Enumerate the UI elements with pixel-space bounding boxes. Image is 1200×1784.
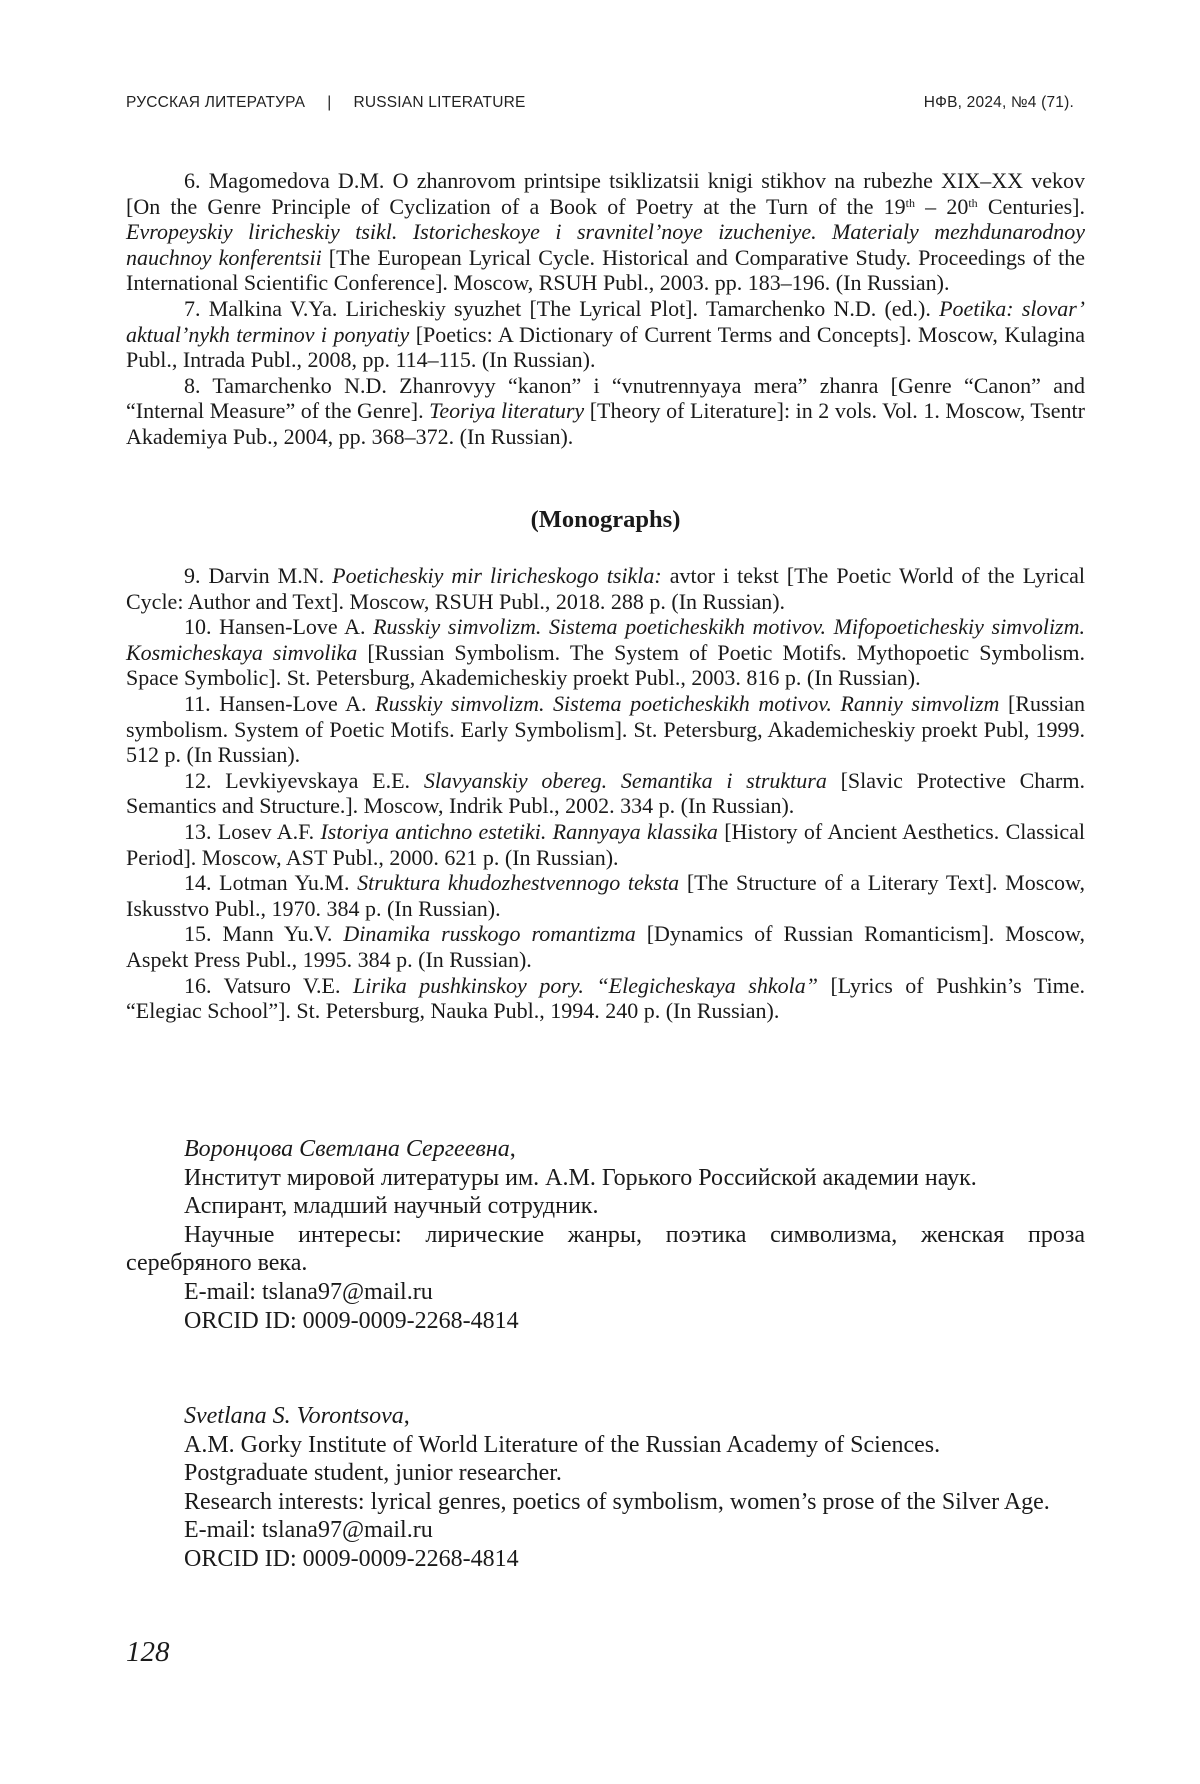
author-interests: Научные интересы: лирические жанры, поэтика символизма, женская проза серебряного века.: [126, 1221, 1085, 1277]
author-email: E-mail: tslana97@mail.ru: [184, 1517, 433, 1544]
author-orcid: ORCID ID: 0009-0009-2268-4814: [184, 1307, 519, 1334]
monographs-heading: (Monographs): [530, 506, 681, 533]
monograph-item: 13. Losev A.F. Istoriya antichno estetiki. Rannyaya klassika [History of Ancient Aesthetics. Classical Period]. Moscow, AST Publ., 2000. 621 p. (In Russian).: [126, 818, 1086, 870]
issue-info: НФВ, 2024, №4 (71).: [923, 94, 1074, 111]
author-position: Аспирант, младший научный сотрудник.: [184, 1193, 599, 1220]
author-name: Svetlana S. Vorontsova,: [184, 1403, 410, 1429]
journal-section: [126, 94, 526, 112]
page-number: 128: [126, 1636, 170, 1668]
author-affiliation: Институт мировой литературы им. А.М. Горького Российской академии наук.: [184, 1164, 977, 1191]
reference-item: 8. Tamarchenko N.D. Zhanrovyy “kanon” i “vnutrennyaya mera” zhanra [Genre “Canon” and “Internal Measure” of the Genre]. Teoriya literatury [Theory of Literature]: in 2 vols. Vol. 1. Moscow, Tsentr Akademiya Pub., 2004, pp. 368–372. (In Russian).: [126, 372, 1085, 449]
section-title-ru: РУССКАЯ ЛИТЕРАТУРА: [126, 94, 306, 111]
monograph-item: 10. Hansen-Love A. Russkiy simvolizm. Sistema poeticheskikh motivov. Mifopoeticheskiy simvolizm. Kosmicheskaya simvolika [Russian Symbolism. The System of Poetic Motifs. Mythopoetic Symbolism. Space Symbolic]. St. Petersburg, Akademicheskiy proekt Publ., 2003. 816 p. (In Russian).: [126, 614, 1086, 691]
header-separator: |: [327, 94, 332, 111]
running-header: [126, 94, 1074, 116]
monograph-item: 15. Mann Yu.V. Dinamika russkogo romantizma [Dynamics of Russian Romanticism]. Moscow, Aspekt Press Publ., 1995. 384 p. (In Russian).: [126, 921, 1086, 972]
monograph-item: 11. Hansen-Love A. Russkiy simvolizm. Sistema poeticheskikh motivov. Ranniy simvolizm [Russian symbolism. System of Poetic Motifs. Early Symbolism]. St. Petersburg, Akademicheskiy proekt Publ, 1999. 512 p. (In Russian).: [126, 690, 1085, 768]
monograph-item: 9. Darvin M.N. Poeticheskiy mir liricheskogo tsikla: avtor i tekst [The Poetic World of the Lyrical Cycle: Author and Text]. Moscow, RSUH Publ., 2018. 288 p. (In Russian).: [126, 563, 1086, 614]
author-orcid: ORCID ID: 0009-0009-2268-4814: [184, 1545, 519, 1572]
monographs-list: [126, 563, 1085, 1024]
author-position: Postgraduate student, junior researcher.: [184, 1460, 562, 1487]
author-email: E-mail: tslana97@mail.ru: [184, 1278, 433, 1305]
author-affiliation: A.M. Gorky Institute of World Literature of the Russian Academy of Sciences.: [184, 1431, 941, 1458]
monograph-item: 14. Lotman Yu.M. Struktura khudozhestvennogo teksta [The Structure of a Literary Text]. Moscow, Iskusstvo Publ., 1970. 384 p. (In Russian).: [126, 870, 1085, 921]
author-interests: Research interests: lyrical genres, poetics of symbolism, women’s prose of the Silver Age.: [184, 1488, 1050, 1515]
reference-item: 6. Magomedova D.M. O zhanrovom printsipe tsiklizatsii knigi stikhov na rubezhe XIX–XX vekov [On the Genre Principle of Cyclization of a Book of Poetry at the Turn of the 19th – 20th Centuries]. Evropeyskiy liricheskiy tsikl. Istoricheskoye i sravnitel’noye izucheniye. Materialy mezhdunarodnoy nauchnoy konferentsii [The European Lyrical Cycle. Historical and Comparative Study. Proceedings of the International Scientific Conference]. Moscow, RSUH Publ., 2003. pp. 183–196. (In Russian).: [126, 168, 1085, 296]
reference-list: [126, 168, 1085, 450]
author-info-en: [126, 1402, 1085, 1574]
author-name: Воронцова Светлана Сергеевна,: [184, 1136, 516, 1162]
monograph-item: 16. Vatsuro V.E. Lirika pushkinskoy pory. “Elegicheskaya shkola” [Lyrics of Pushkin’s Time. “Elegiac School”]. St. Petersburg, Nauka Publ., 1994. 240 p. (In Russian).: [126, 972, 1085, 1024]
reference-item: 7. Malkina V.Ya. Liricheskiy syuzhet [The Lyrical Plot]. Tamarchenko N.D. (ed.). Poetika: slovar’ aktual’nykh terminov i ponyatiy [Poetics: A Dictionary of Current Terms and Concepts]. Moscow, Kulagina Publ., Intrada Publ., 2008, pp. 114–115. (In Russian).: [126, 295, 1085, 373]
monograph-item: 12. Levkiyevskaya E.E. Slavyanskiy obereg. Semantika i struktura [Slavic Protective Charm. Semantics and Structure.]. Moscow, Indrik Publ., 2002. 334 p. (In Russian).: [126, 767, 1085, 819]
author-info-ru: [126, 1135, 1085, 1335]
section-title-en: RUSSIAN LITERATURE: [353, 94, 526, 111]
